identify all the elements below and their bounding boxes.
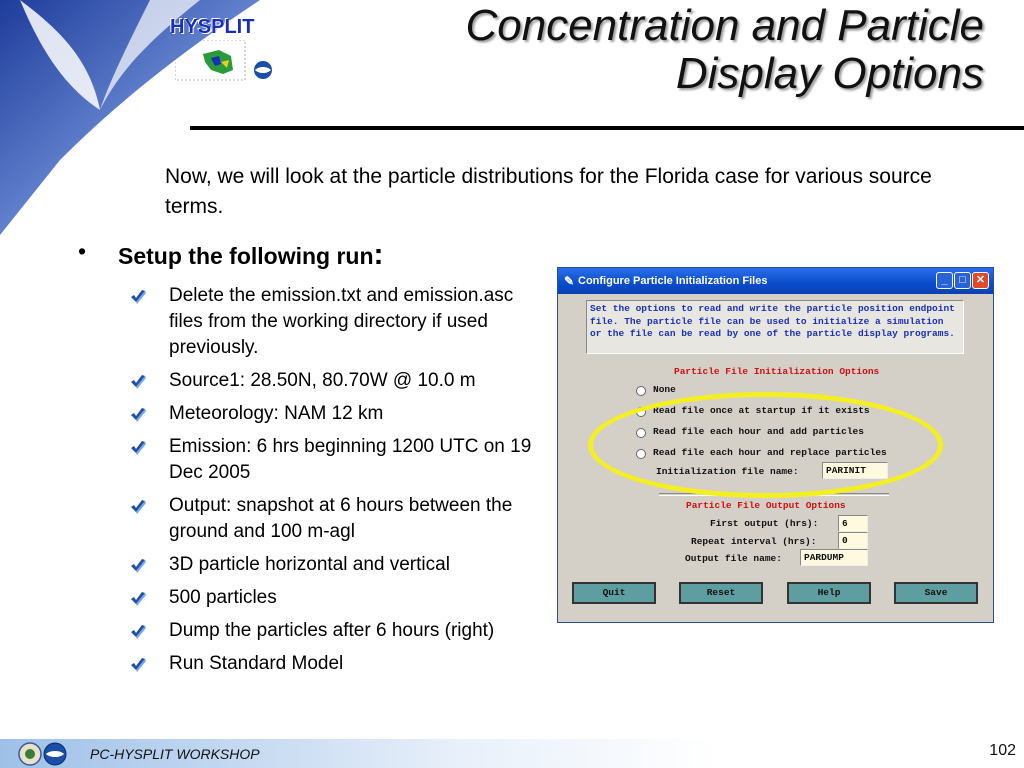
init-file-label: Initialization file name: xyxy=(656,466,799,477)
checkmark-bullet-icon xyxy=(130,656,146,672)
init-section-title: Particle File Initialization Options xyxy=(674,366,880,377)
radio-label: Read file each hour and replace particles xyxy=(653,447,887,458)
section-separator xyxy=(659,493,889,496)
list-item xyxy=(130,434,550,486)
repeat-interval-input[interactable]: 0 xyxy=(838,532,868,549)
title-divider xyxy=(190,126,1024,130)
slide-title-line-2: Display Options xyxy=(675,49,984,98)
particle-init-dialog xyxy=(557,267,994,623)
bullet-dot: • xyxy=(78,238,87,264)
hysplit-map-logo-icon xyxy=(175,40,275,90)
footer-workshop-label: PC-HYSPLIT WORKSHOP xyxy=(90,746,260,762)
sub-bullet-text: Output: snapshot at 6 hours between the ground and 100 m-agl xyxy=(169,495,513,542)
sub-bullet-text: Source1: 28.50N, 80.70W @ 10.0 m xyxy=(169,370,476,391)
list-item xyxy=(130,585,550,611)
checkmark-bullet-icon xyxy=(130,623,146,639)
sub-bullet-text: Dump the particles after 6 hours (right) xyxy=(169,620,495,641)
checkmark-bullet-icon xyxy=(130,498,146,514)
feather-app-icon: ✎ xyxy=(564,274,575,288)
list-item xyxy=(130,368,550,394)
sub-bullet-text: 3D particle horizontal and vertical xyxy=(169,554,450,575)
main-bullet-text: Setup the following run xyxy=(118,243,374,269)
radio-button[interactable] xyxy=(636,407,646,417)
checkmark-bullet-icon xyxy=(130,557,146,573)
list-item xyxy=(130,493,550,545)
output-file-input[interactable]: PARDUMP xyxy=(800,549,868,566)
list-item xyxy=(130,401,550,427)
radio-label: Read file each hour and add particles xyxy=(653,426,864,437)
main-bullet-colon: : xyxy=(373,238,384,271)
sub-bullet-text: 500 particles xyxy=(169,587,277,608)
minimize-button[interactable]: _ xyxy=(936,272,953,289)
page-number: 102 xyxy=(989,742,1016,759)
save-button[interactable]: Save xyxy=(894,582,978,604)
output-section-title: Particle File Output Options xyxy=(686,500,846,511)
radio-button[interactable] xyxy=(636,428,646,438)
checkmark-bullet-icon xyxy=(130,288,146,304)
sub-bullet-text: Meteorology: NAM 12 km xyxy=(169,403,384,424)
close-button[interactable]: ✕ xyxy=(972,272,989,289)
checkmark-bullet-icon xyxy=(130,373,146,389)
sub-bullet-text: Delete the emission.txt and emission.asc files from the working directory if used previously. xyxy=(169,285,514,358)
maximize-button[interactable]: □ xyxy=(954,272,971,289)
dialog-title-bar[interactable] xyxy=(558,268,993,294)
output-file-label: Output file name: xyxy=(685,553,782,564)
radio-button[interactable] xyxy=(636,449,646,459)
list-item xyxy=(130,552,550,578)
quit-button[interactable]: Quit xyxy=(572,582,656,604)
radio-label: Read file once at startup if it exists xyxy=(653,405,870,416)
list-item xyxy=(130,651,550,677)
agency-seals-icon xyxy=(18,741,70,767)
sub-bullet-text: Run Standard Model xyxy=(169,653,344,674)
checkmark-bullet-icon xyxy=(130,439,146,455)
reset-button[interactable]: Reset xyxy=(679,582,763,604)
help-button[interactable]: Help xyxy=(787,582,871,604)
repeat-interval-label: Repeat interval (hrs): xyxy=(691,536,817,547)
slide-title-line-1: Concentration and Particle xyxy=(465,1,984,50)
checkmark-bullet-icon xyxy=(130,406,146,422)
list-item xyxy=(130,618,550,644)
slide-title xyxy=(465,2,984,98)
first-output-label: First output (hrs): xyxy=(710,518,819,529)
sub-bullet-text: Emission: 6 hrs beginning 1200 UTC on 19 Dec 2005 xyxy=(169,436,532,483)
sub-bullet-list xyxy=(130,283,550,684)
init-file-input[interactable]: PARINIT xyxy=(822,462,888,479)
dialog-description: Set the options to read and write the particle position endpoint file. The particle file can be used to initialize a simulation or the file can be read by one of the particle display programs. xyxy=(586,300,964,354)
first-output-input[interactable]: 6 xyxy=(838,515,868,532)
intro-paragraph: Now, we will look at the particle distributions for the Florida case for various source terms. xyxy=(165,165,932,218)
hysplit-logo-text: HYSPLIT xyxy=(170,16,255,38)
radio-button[interactable] xyxy=(636,386,646,396)
checkmark-bullet-icon xyxy=(130,590,146,606)
list-item xyxy=(130,283,550,361)
radio-label: None xyxy=(653,384,676,395)
dialog-title: Configure Particle Initialization Files xyxy=(578,275,768,287)
